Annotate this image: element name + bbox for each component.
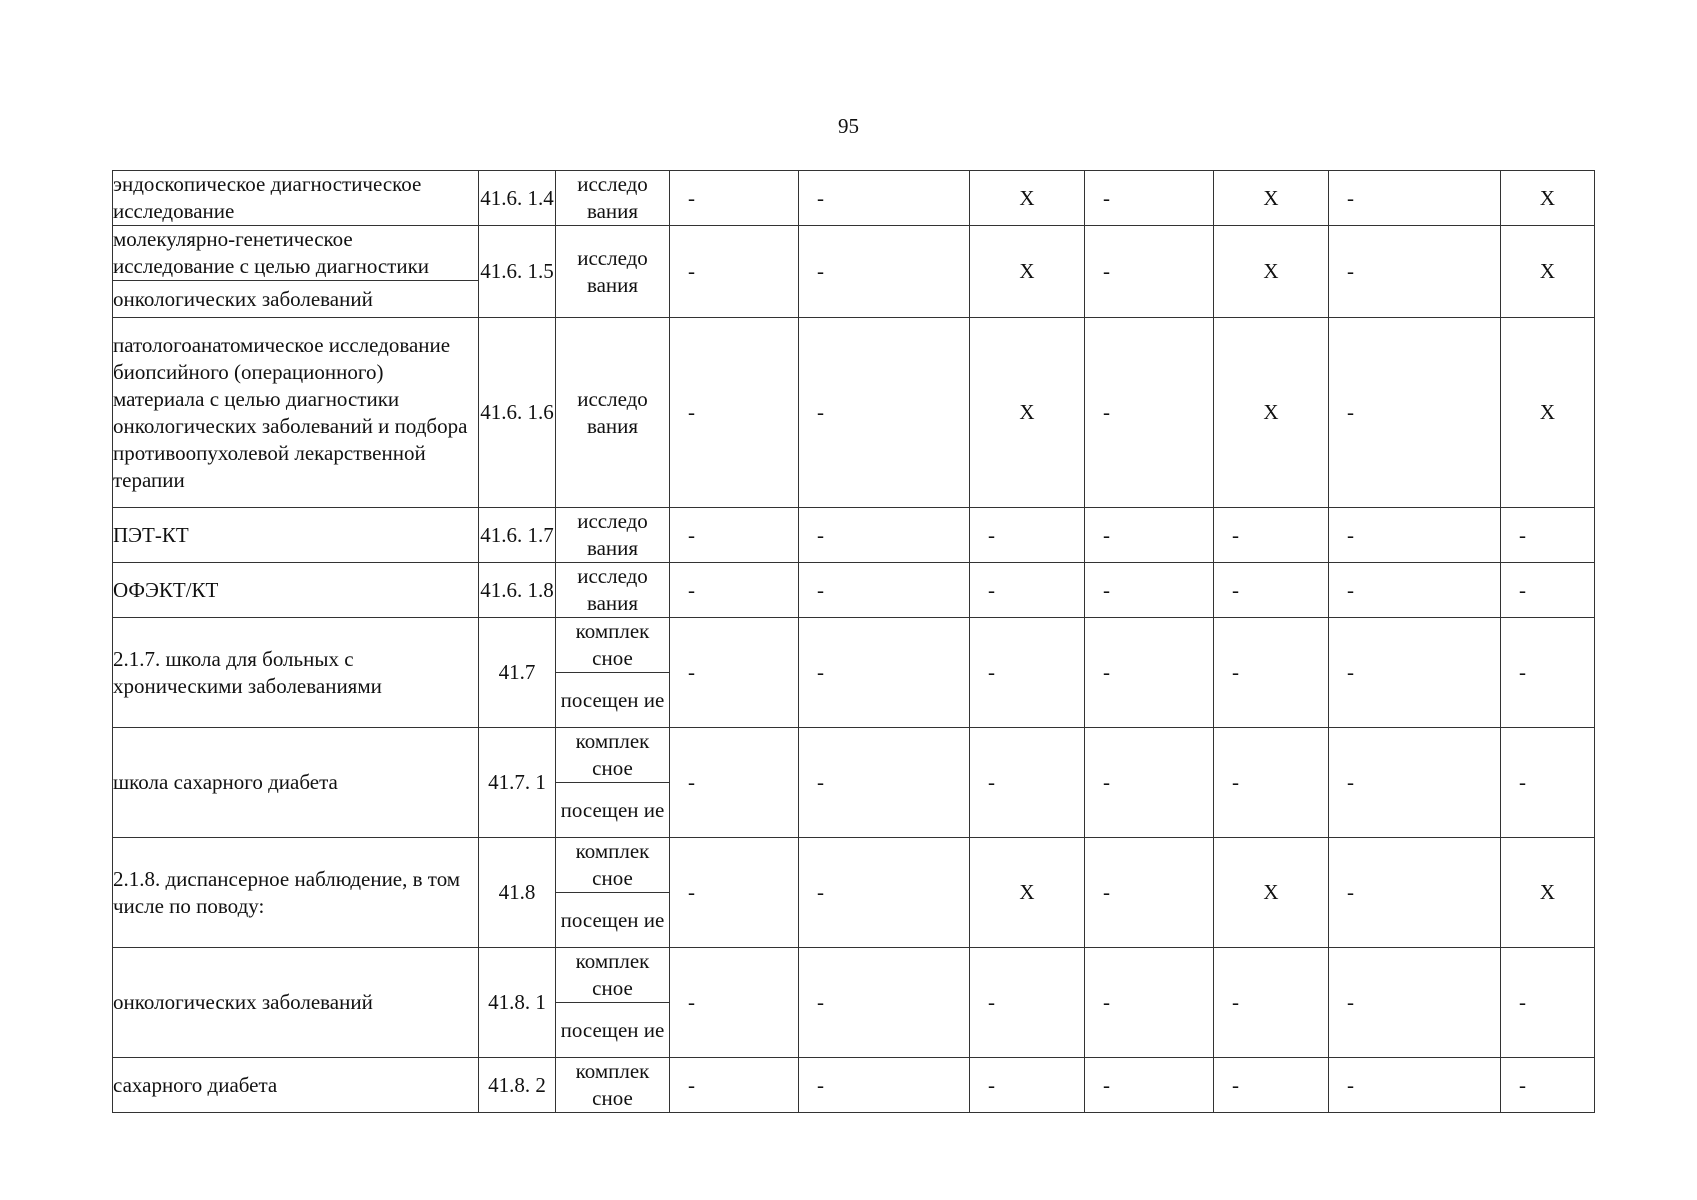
value-dash [670,1058,799,1113]
dash-mark: - [688,990,695,1014]
row-unit-secondary: посещен ие [556,673,670,728]
dash-mark: - [1347,185,1354,210]
dash-mark: - [1103,400,1110,424]
table-row [113,171,1595,226]
table-row [113,318,1595,508]
row-code: 41.8 [479,838,556,948]
row-unit-secondary: посещен ие [556,893,670,948]
row-name: 2.1.8. диспансерное наблюдение, в том числе по поводу: [113,838,479,948]
dash-mark: - [1347,770,1354,794]
row-code: 41.8. 2 [479,1058,556,1113]
value-cross: Х [970,318,1085,508]
dash-mark: - [1232,770,1239,794]
value-dash [1501,1058,1595,1113]
value-dash [1329,226,1501,318]
value-dash [970,563,1085,618]
row-name: ОФЭКТ/КТ [113,563,479,618]
value-dash [670,618,799,728]
value-dash [1214,728,1329,838]
dash-mark: - [988,1072,995,1097]
value-cross: Х [970,838,1085,948]
table-row [113,563,1595,618]
row-code: 41.6. 1.8 [479,563,556,618]
value-dash [970,948,1085,1058]
dash-mark: - [1347,990,1354,1014]
value-dash [670,318,799,508]
value-dash [1085,508,1214,563]
dash-mark: - [817,522,824,547]
value-dash [1329,948,1501,1058]
row-name: эндоскопическое диагностическое исследование [113,171,479,226]
value-dash [670,563,799,618]
value-dash [1329,1058,1501,1113]
dash-mark: - [688,259,695,283]
dash-mark: - [1519,577,1526,602]
row-name: школа сахарного диабета [113,728,479,838]
value-dash [1085,318,1214,508]
dash-mark: - [1103,522,1110,547]
value-dash [670,838,799,948]
value-dash [970,508,1085,563]
value-dash [1501,728,1595,838]
value-dash [1329,508,1501,563]
dash-mark: - [1232,577,1239,602]
dash-mark: - [1519,522,1526,547]
value-dash [799,838,970,948]
value-dash [799,171,970,226]
row-name: ПЭТ-КТ [113,508,479,563]
dash-mark: - [1103,990,1110,1014]
value-dash [1085,728,1214,838]
value-dash [1214,948,1329,1058]
dash-mark: - [817,880,824,904]
table-body [113,171,1595,1113]
dash-mark: - [988,577,995,602]
value-dash [1501,508,1595,563]
row-unit-secondary: посещен ие [556,783,670,838]
value-dash [1085,618,1214,728]
dash-mark: - [1347,660,1354,684]
dash-mark: - [1347,259,1354,283]
row-name-continued: онкологических заболеваний [113,281,479,318]
row-unit-secondary: посещен ие [556,1003,670,1058]
value-dash [1501,563,1595,618]
value-cross: Х [1214,838,1329,948]
value-dash [1085,1058,1214,1113]
value-dash [1329,563,1501,618]
row-name: молекулярно-генетическое исследование с целью диагностики [113,226,479,281]
value-dash [1329,838,1501,948]
value-dash [1085,838,1214,948]
dash-mark: - [1519,770,1526,794]
table-row [113,728,1595,783]
dash-mark: - [1232,990,1239,1014]
dash-mark: - [1103,660,1110,684]
dash-mark: - [1232,522,1239,547]
dash-mark: - [688,880,695,904]
dash-mark: - [817,990,824,1014]
value-dash [1214,563,1329,618]
dash-mark: - [1519,1072,1526,1097]
table-row [113,1058,1595,1113]
dash-mark: - [988,522,995,547]
value-cross: Х [970,226,1085,318]
row-code: 41.7 [479,618,556,728]
row-unit: исследо вания [556,318,670,508]
row-unit: комплек сное [556,948,670,1003]
dash-mark: - [1347,577,1354,602]
dash-mark: - [1347,880,1354,904]
dash-mark: - [1519,990,1526,1014]
value-dash [970,1058,1085,1113]
dash-mark: - [817,400,824,424]
value-dash [799,226,970,318]
value-dash [1085,948,1214,1058]
value-dash [799,1058,970,1113]
row-unit: исследо вания [556,171,670,226]
dash-mark: - [988,660,995,684]
row-unit: комплек сное [556,1058,670,1113]
value-cross: Х [1214,226,1329,318]
value-dash [670,728,799,838]
value-dash [670,508,799,563]
table-row [113,948,1595,1003]
row-code: 41.6. 1.4 [479,171,556,226]
value-dash [799,563,970,618]
dash-mark: - [688,660,695,684]
dash-mark: - [688,770,695,794]
row-unit: комплек сное [556,728,670,783]
row-name: онкологических заболеваний [113,948,479,1058]
value-dash [1329,318,1501,508]
dash-mark: - [817,185,824,210]
value-dash [799,618,970,728]
dash-mark: - [1103,259,1110,283]
dash-mark: - [1519,660,1526,684]
value-dash [1085,171,1214,226]
value-cross: Х [1501,171,1595,226]
services-table [112,170,1595,1113]
dash-mark: - [1347,522,1354,547]
value-dash [1214,508,1329,563]
value-cross: Х [1501,318,1595,508]
value-dash [670,171,799,226]
row-code: 41.8. 1 [479,948,556,1058]
dash-mark: - [1103,577,1110,602]
row-unit: исследо вания [556,563,670,618]
value-dash [799,728,970,838]
dash-mark: - [817,770,824,794]
dash-mark: - [688,522,695,547]
value-dash [1085,226,1214,318]
value-dash [799,318,970,508]
dash-mark: - [1347,1072,1354,1097]
dash-mark: - [1103,770,1110,794]
dash-mark: - [1232,1072,1239,1097]
row-unit: исследо вания [556,508,670,563]
row-code: 41.7. 1 [479,728,556,838]
dash-mark: - [1103,880,1110,904]
dash-mark: - [817,660,824,684]
value-dash [670,226,799,318]
value-dash [1214,1058,1329,1113]
row-code: 41.6. 1.7 [479,508,556,563]
table-row [113,838,1595,893]
value-cross: Х [970,171,1085,226]
dash-mark: - [688,400,695,424]
value-cross: Х [1501,226,1595,318]
dash-mark: - [988,770,995,794]
row-code: 41.6. 1.6 [479,318,556,508]
row-name: 2.1.7. школа для больных с хроническими заболеваниями [113,618,479,728]
dash-mark: - [688,1072,695,1097]
value-dash [1329,618,1501,728]
table-row [113,226,1595,281]
dash-mark: - [817,259,824,283]
value-dash [1214,618,1329,728]
value-dash [799,948,970,1058]
value-dash [1501,948,1595,1058]
value-dash [1329,171,1501,226]
dash-mark: - [1232,660,1239,684]
row-unit: комплек сное [556,618,670,673]
dash-mark: - [988,990,995,1014]
value-cross: Х [1501,838,1595,948]
row-code: 41.6. 1.5 [479,226,556,318]
value-dash [970,618,1085,728]
table-row [113,618,1595,673]
dash-mark: - [688,577,695,602]
row-name: патологоанатомическое исследование биопсийного (операционного) материала с целью диагностики онкологических заболеваний и подбора противоопухолевой лекарственной терапии [113,318,479,508]
dash-mark: - [817,577,824,602]
value-dash [970,728,1085,838]
row-unit: комплек сное [556,838,670,893]
value-dash [1329,728,1501,838]
dash-mark: - [1103,1072,1110,1097]
value-dash [799,508,970,563]
row-unit: исследо вания [556,226,670,318]
value-cross: Х [1214,318,1329,508]
value-dash [1501,618,1595,728]
dash-mark: - [817,1072,824,1097]
row-name: сахарного диабета [113,1058,479,1113]
page-number: 95 [838,114,859,138]
dash-mark: - [1103,185,1110,210]
value-dash [670,948,799,1058]
value-dash [1085,563,1214,618]
dash-mark: - [1347,400,1354,424]
value-cross: Х [1214,171,1329,226]
table-row [113,508,1595,563]
dash-mark: - [688,185,695,210]
